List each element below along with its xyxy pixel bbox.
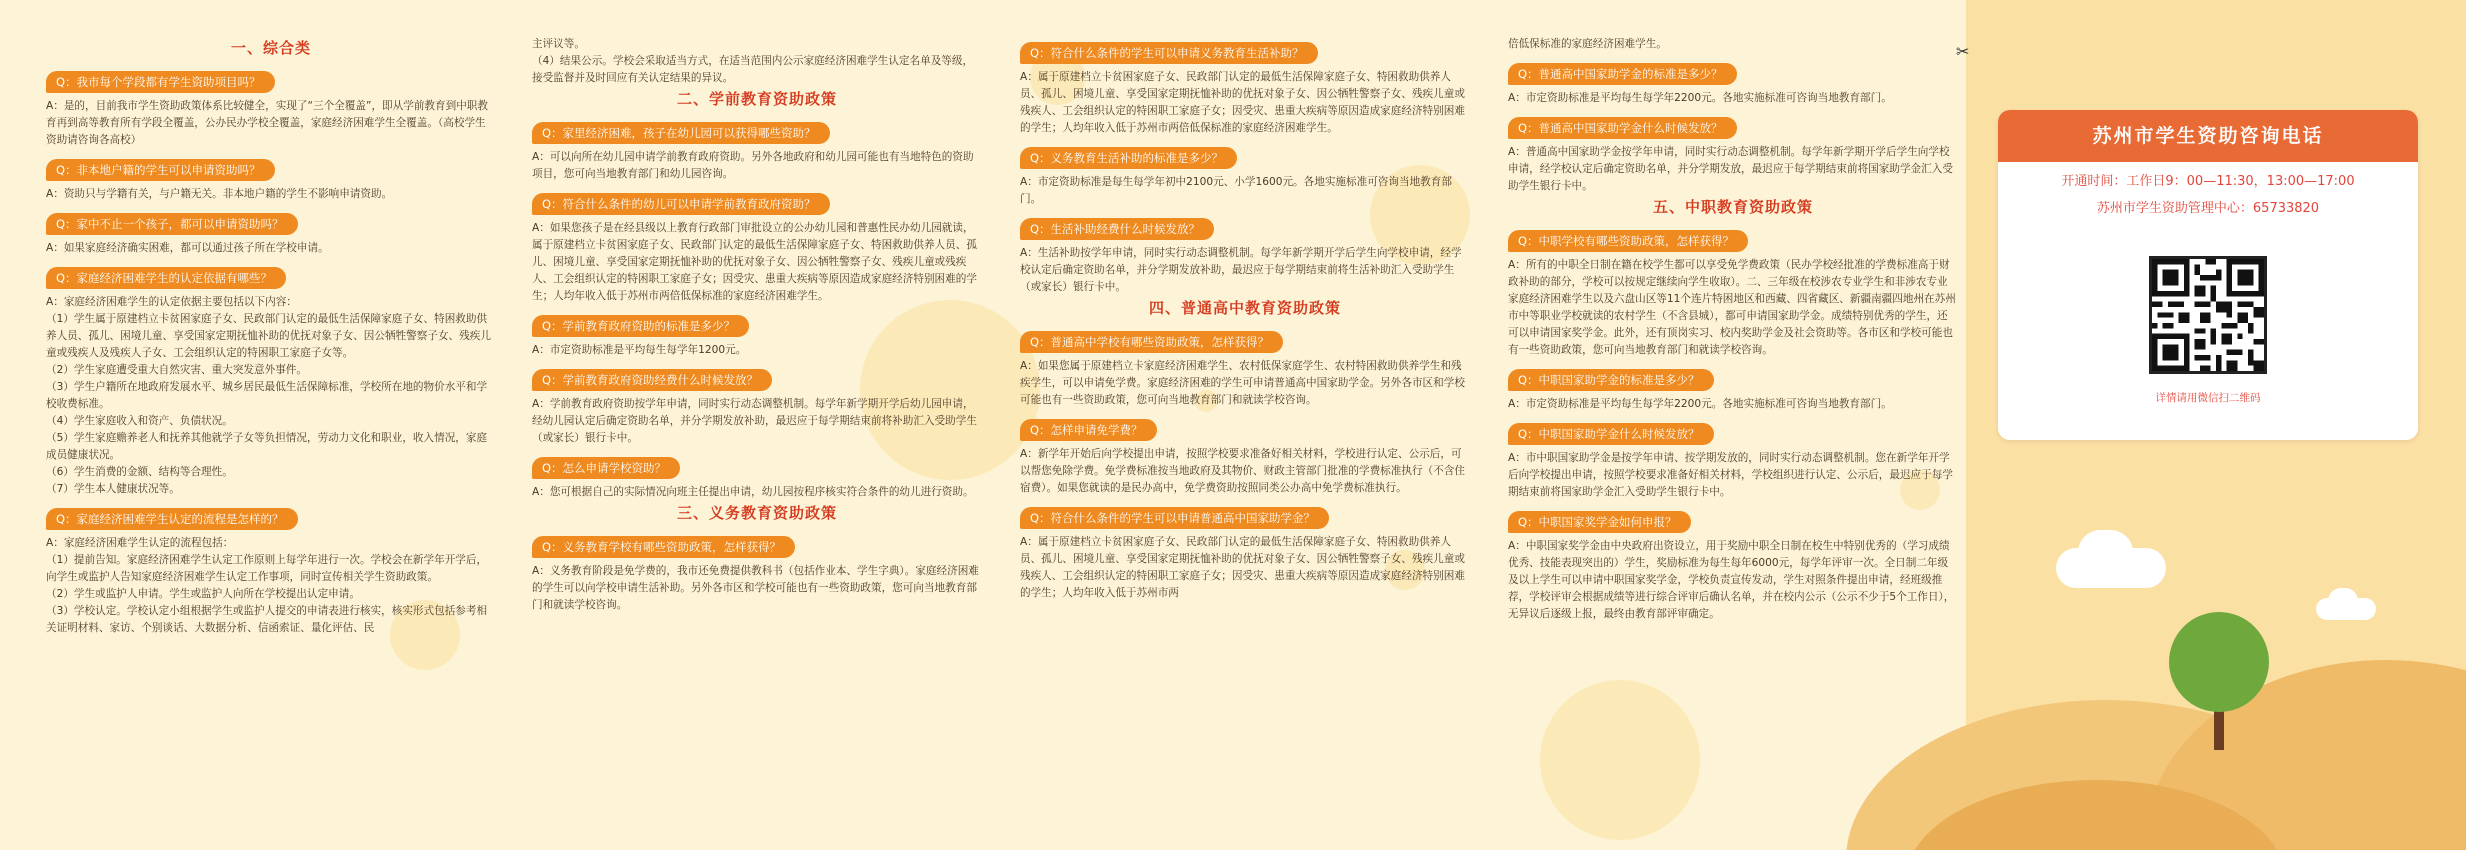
- question-bubble: Q：生活补助经费什么时候发放？: [1020, 218, 1214, 240]
- question-bubble: Q：学前教育政府资助的标准是多少？: [532, 315, 749, 337]
- section-title: 二、学前教育资助政策: [676, 90, 837, 108]
- question-bubble: Q：中职国家助学金什么时候发放？: [1508, 423, 1714, 445]
- answer-text: A：如果您属于原建档立卡家庭经济困难学生、农村低保家庭学生、农村特困救助供养学生和残疾学生，可以申请免学费。家庭经济困难的学生可申请普通高中国家助学金。另外各市区和学校可能也有一些资助政策，您可向当地教育部门和就读学校咨询。: [1020, 360, 1465, 406]
- answer-text: A：市中职国家助学金是按学年申请、按学期发放的，同时实行动态调整机制。您在新学年开学后向学校提出申请，按照学校要求准备好相关材料，学校组织进行认定、公示后，最迟应于每学期结束前将国家助学金汇入受助学生银行卡中。: [1508, 452, 1953, 498]
- question-bubble: Q：我市每个学段都有学生资助项目吗？: [46, 71, 275, 93]
- question-bubble: Q：符合什么条件的学生可以申请普通高中国家助学金？: [1020, 507, 1329, 529]
- question-bubble: Q：中职学校有哪些资助政策，怎样获得？: [1508, 230, 1748, 252]
- answer-text: A：可以向所在幼儿园申请学前教育政府资助。另外各地政府和幼儿园可能也有当地特色的资助项目，您可向当地教育部门和幼儿园咨询。: [532, 151, 974, 180]
- question-bubble: Q：怎么申请学校资助？: [532, 457, 680, 479]
- contact-panel: [1956, 0, 2466, 850]
- qr-code-icon: [2149, 256, 2267, 374]
- column-3: [1020, 36, 1470, 606]
- decor-circle: [1540, 680, 1700, 840]
- question-bubble: Q：家里经济困难，孩子在幼儿园可以获得哪些资助？: [532, 122, 830, 144]
- column-1: [46, 36, 496, 641]
- answer-text: A：新学年开始后向学校提出申请，按照学校要求准备好相关材料，学校进行认定、公示后，可以帮您免除学费。免学费标准按当地政府及其物价、财政主管部门批准的学费标准执行（不含住宿费）。如果您就读的是民办高中，免学费资助按照同类公办高中免学费标准执行。: [1020, 448, 1465, 494]
- answer-text: A：学前教育政府资助按学年申请，同时实行动态调整机制。每学年新学期开学后幼儿园申请，经幼儿园认定后确定资助名单，并分学期发放补助，最迟应于每学期结束前将补助汇入受助学生（或家长）银行卡中。: [532, 398, 977, 444]
- column-2: [532, 36, 982, 618]
- answer-text: A：中职国家奖学金由中央政府出资设立，用于奖励中职全日制在校生中特别优秀的（学习成绩优秀、技能表现突出的）学生，奖励标准为每生每年6000元，每学年评审一次。全日制二年级及以上学生可以申请中职国家奖学金，学校负责宣传发动，学生对照条件提出申请，经班级推荐，学校评审会根据成绩等进行综合评审后确认名单，并在校内公示（公示不少于5个工作日），无异议后逐级上报，最终由教育部评审确定。: [1508, 540, 1955, 620]
- continued-text: 主评议等。 （4）结果公示。学校会采取适当方式，在适当范围内公示家庭经济困难学生认定名单及等级，接受监督并及时回应有关认定结果的异议。: [532, 38, 974, 84]
- scissors-icon: ✂: [1956, 42, 1970, 61]
- question-bubble: Q：普通高中国家助学金什么时候发放？: [1508, 117, 1737, 139]
- answer-text: A：是的，目前我市学生资助政策体系比较健全，实现了“三个全覆盖”，即从学前教育到中职教育再到高等教育所有学段全覆盖，公办民办学校全覆盖，家庭经济困难学生全覆盖。（高校学生资助请咨询各高校）: [46, 100, 488, 146]
- question-bubble: Q：普通高中国家助学金的标准是多少？: [1508, 63, 1737, 85]
- answer-text: A：所有的中职全日制在籍在校学生都可以享受免学费政策（民办学校经批准的学费标准高于财政补助的部分，学校可以按规定继续向学生收取）。二、三年级在校涉农专业学生和非涉农专业家庭经济困难学生以及六盘山区等11个连片特困地区和西藏、四省藏区、新疆南疆四地州在苏州市中等职业学校就读的农村学生（不含县城），都可申请国家助学金。成绩特别优秀的学生，还可以申请国家奖学金。此外，还有顶岗实习、校内奖助学金及社会资助等。各市区和学校可能也有一些资助政策，您可向当地教育部门和就读学校咨询。: [1508, 259, 1956, 356]
- answer-text: A：生活补助按学年申请，同时实行动态调整机制。每学年新学期开学后学生向学校申请，经学校认定后确定资助名单，并分学期发放补助，最迟应于每学期结束前将生活补助汇入受助学生（或家长）银行卡中。: [1020, 247, 1462, 293]
- question-bubble: Q：中职国家助学金的标准是多少？: [1508, 369, 1714, 391]
- answer-text: A：资助只与学籍有关，与户籍无关。非本地户籍的学生不影响申请资助。: [46, 188, 393, 200]
- answer-text: A：家庭经济困难学生认定的流程包括： （1）提前告知。家庭经济困难学生认定工作原则上每学年进行一次。学校会在新学年开学后，向学生或监护人告知家庭经济困难学生认定工作事项，同时宣传相关学生资助政策。 （2）学生或监护人申请。学生或监护人向所在学校提出认定申请。 （3）学校认定。学校认定小组根据学生或监护人提交的申请表进行核实，核实形式包括参考相关证明材料、家访、个别谈话、大数据分析、信函索证、量化评估、民: [46, 537, 488, 634]
- section-title: 五、中职教育资助政策: [1652, 198, 1813, 216]
- answer-text: A：市定资助标准是平均每生每学年2200元。各地实施标准可咨询当地教育部门。: [1508, 398, 1892, 410]
- answer-text: A：属于原建档立卡贫困家庭子女、民政部门认定的最低生活保障家庭子女、特困救助供养人员、孤儿、困境儿童、享受国家定期抚恤补助的优抚对象子女、因公牺牲警察子女、残疾儿童或残疾人、工会组织认定的特困职工家庭子女；因受灾、患重大疾病等原因造成家庭经济特别困难的学生；人均年收入低于苏州市两倍低保标准的家庭经济困难学生。: [1020, 71, 1465, 134]
- tree-icon: [2169, 612, 2269, 712]
- answer-text: A：属于原建档立卡贫困家庭子女、民政部门认定的最低生活保障家庭子女、特困救助供养人员、孤儿、困境儿童、享受国家定期抚恤补助的优抚对象子女、因公牺牲警察子女、残疾儿童或残疾人、工会组织认定的特困职工家庭子女；因受灾、患重大疾病等原因造成家庭经济特别困难的学生；人均年收入低于苏州市两: [1020, 536, 1465, 599]
- answer-text: A：市定资助标准是平均每生每学年2200元。各地实施标准可咨询当地教育部门。: [1508, 92, 1892, 104]
- section-title: 一、综合类: [230, 39, 311, 57]
- answer-text: A：如果家庭经济确实困难，都可以通过孩子所在学校申请。: [46, 242, 329, 254]
- question-bubble: Q：怎样申请免学费？: [1020, 419, 1157, 441]
- column-4: [1508, 36, 1958, 627]
- question-bubble: Q：普通高中学校有哪些资助政策，怎样获得？: [1020, 331, 1283, 353]
- question-bubble: Q：中职国家奖学金如何申报？: [1508, 511, 1691, 533]
- answer-text: A：家庭经济困难学生的认定依据主要包括以下内容： （1）学生属于原建档立卡贫困家庭子女、民政部门认定的最低生活保障家庭子女、特困救助供养人员、孤儿、困境儿童、享受国家定期抚恤补助的优抚对象子女、因公牺牲警察子女、残疾儿童或残疾人及残疾人子女、工会组织认定的特困职工家庭子女等。 （2）学生家庭遭受重大自然灾害、重大突发意外事件。 （3）学生户籍所在地政府发展水平、城乡居民最低生活保障标准，学校所在地的物价水平和学校收费标准。 （4）学生家庭收入和资产、负债状况。 （5）学生家庭赡养老人和抚养其他就学子女等负担情况，劳动力文化和职业，收入情况，家庭成员健康状况。 （6）学生消费的金额、结构等合理性。 （7）学生本人健康状况等。: [46, 296, 491, 495]
- answer-text: A：市定资助标准是平均每生每学年1200元。: [532, 344, 747, 356]
- cloud-decoration: [2328, 588, 2358, 614]
- question-bubble: Q：家庭经济困难学生的认定依据有哪些？: [46, 267, 286, 289]
- contact-card: [1998, 110, 2418, 440]
- question-bubble: Q：义务教育生活补助的标准是多少？: [1020, 147, 1237, 169]
- question-bubble: Q：符合什么条件的幼儿可以申请学前教育政府资助？: [532, 193, 830, 215]
- section-title: 三、义务教育资助政策: [676, 504, 837, 522]
- question-bubble: Q：符合什么条件的学生可以申请义务教育生活补助？: [1020, 42, 1318, 64]
- question-bubble: Q：义务教育学校有哪些资助政策，怎样获得？: [532, 536, 795, 558]
- qr-code-caption: 详情请用微信扫二维码: [2155, 392, 2261, 404]
- answer-text: A：您可根据自己的实际情况向班主任提出申请，幼儿园按程序核实符合条件的幼儿进行资助。: [532, 486, 974, 498]
- contact-card-title: 苏州市学生资助咨询电话: [1998, 110, 2418, 162]
- continued-text: 倍低保标准的家庭经济困难学生。: [1508, 38, 1667, 50]
- question-bubble: Q：家中不止一个孩子，都可以申请资助吗？: [46, 213, 298, 235]
- question-bubble: Q：学前教育政府资助经费什么时候发放？: [532, 369, 772, 391]
- question-bubble: Q：非本地户籍的学生可以申请资助吗？: [46, 159, 275, 181]
- answer-text: A：义务教育阶段是免学费的，我市还免费提供教科书（包括作业本、学生字典）。家庭经济困难的学生可以向学校申请生活补助。另外各市区和学校可能也有一些资助政策，您可向当地教育部门和就读学校咨询。: [532, 565, 979, 611]
- question-bubble: Q：家庭经济困难学生认定的流程是怎样的？: [46, 508, 298, 530]
- answer-text: A：市定资助标准是每生每学年初中2100元、小学1600元。各地实施标准可咨询当地教育部门。: [1020, 176, 1452, 205]
- answer-text: A：如果您孩子是在经县级以上教育行政部门审批设立的公办幼儿园和普惠性民办幼儿园就读，属于原建档立卡贫困家庭子女、民政部门认定的最低生活保障家庭子女、特困救助供养人员、孤儿、困境儿童、享受国家定期抚恤补助的优抚对象子女、因公牺牲警察子女、残疾儿童或残疾人、工会组织认定的特困职工家庭子女；因受灾、患重大疾病等原因造成家庭经济特别困难的学生；人均年收入低于苏州市两倍低保标准的家庭经济困难学生。: [532, 222, 977, 302]
- section-title: 四、普通高中教育资助政策: [1148, 299, 1341, 317]
- answer-text: A：普通高中国家助学金按学年申请，同时实行动态调整机制。每学年新学期开学后学生向学校申请，经学校认定后确定资助名单，并分学期发放，最迟应于每学期结束前将国家助学金汇入受助学生银行卡中。: [1508, 146, 1953, 192]
- hotline-number: 苏州市学生资助管理中心：65733820: [2096, 201, 2320, 216]
- cloud-decoration: [2078, 530, 2133, 575]
- service-hours: 开通时间：工作日9：00—11:30，13:00—17:00: [2061, 174, 2355, 189]
